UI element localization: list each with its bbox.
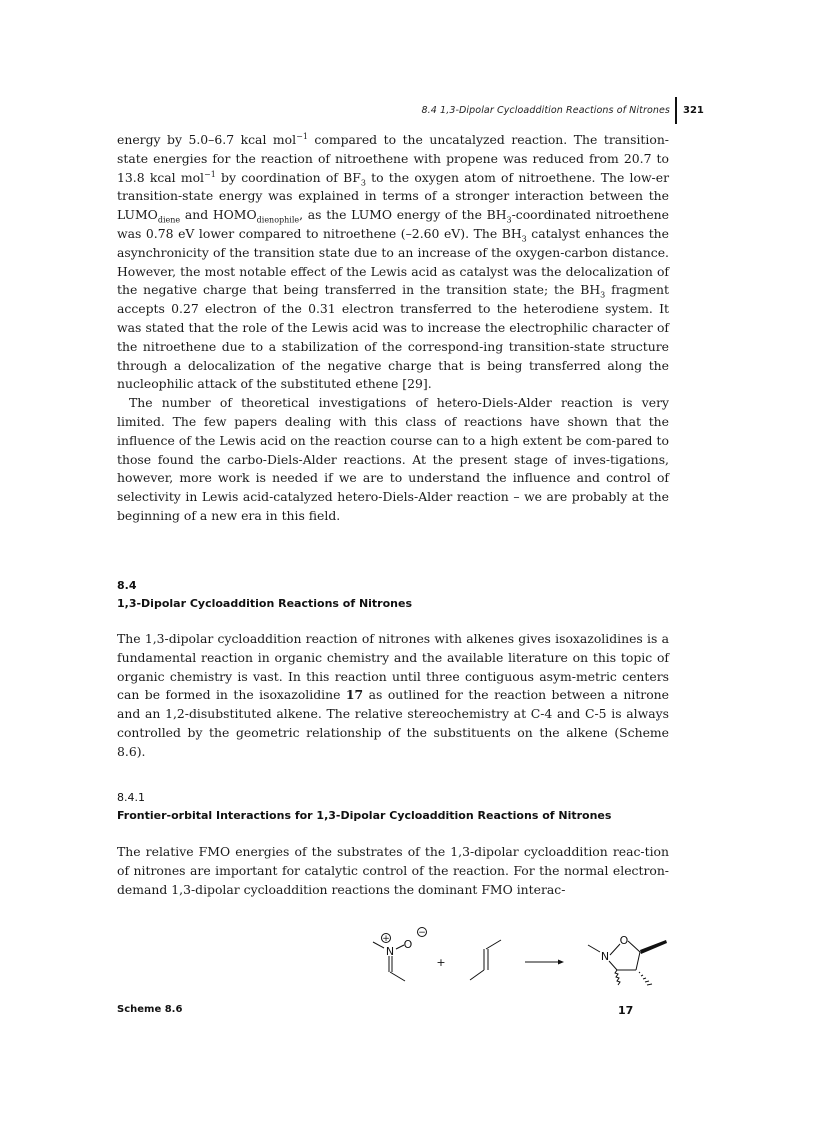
alkene-methyl-bond-2 (486, 940, 501, 949)
ring-c3-n-bond (609, 961, 617, 970)
ring-o-c5-bond (628, 941, 640, 952)
plus-sign: + (436, 956, 446, 969)
paragraph-4: The relative FMO energies of the substrates of the 1,3-dipolar cycloaddition reac-tion of nitrones are important for catalytic control of the reaction. For the normal electron-demand 1,3-dipolar cycloaddition reactions the dominant FMO interac- (117, 844, 669, 897)
nitrone-atom-o: O (403, 938, 413, 951)
paragraph-1: energy by 5.0–6.7 kcal mol$^{-1}$ compared to the uncatalyzed reaction. The transition-state energies for the reaction of nitroethene with propene was reduced from 20.7 to 13.8 kcal mol$^{-1}$ by coordination of $BF_3$ to the oxygen atom of nitroethene. The low-er transition-state energy was explained in terms of a stronger interaction between the $LUMO_{diene}$ and $HOMO_{dienophile}$, as the LUMO energy of the $BH_3$-coordinated nitroethene was 0.78 eV lower compared to nitroethene (–2.60 eV). The $BH_3$ catalyst enhances the asynchronicity of the transition state due to an increase of the oxygen-carbon distance. However, the most notable effect of the Lewis acid as catalyst was the delocalization of the negative charge that being transferred in the transition state; the $BH_3$ fragment accepts 0.27 electron of the 0.31 electron transferred to the heterodiene system. It was stated that the role of the Lewis acid was to increase the electrophilic character of the nitroethene due to a stabilization of the correspond-ing transition-state structure through a delocalization of the negative charge that is being transferred along the nucleophilic attack of the substituted ethene [29]. The number of theoretical investigations of hetero-Diels-Alder reaction is very limited. The few papers dealing with this class of reactions have shown that the influence of the Lewis acid on the reaction course can to a high extent be com-pared to those found the carbo-Diels-Alder reactions. At the present stage of inves-tigations, however, more work is needed if we are to understand the influence and control of selectivity in Lewis acid-catalyzed hetero-Diels-Alder reaction – we are probably at the beginning of a new era in this field. (117, 131, 669, 526)
product-atom-n: N (600, 950, 610, 963)
running-head (0, 104, 816, 124)
page-number: 321 (683, 105, 704, 116)
scheme-8-6-figure (360, 915, 680, 1000)
nitrone-ch-bond (390, 972, 405, 981)
wedge-bond (640, 940, 667, 954)
product-methyl-bond (588, 945, 600, 952)
scheme-caption: Scheme 8.6 (117, 1004, 183, 1015)
wavy-bond (615, 970, 620, 985)
section-heading-8-4 (117, 577, 412, 613)
compound-label: 17 (618, 1004, 634, 1017)
charge-minus: − (418, 928, 426, 938)
ring-c5-c4-bond (636, 952, 640, 970)
running-head-title: 8.4 1,3-Dipolar Cycloaddition Reactions of Nitrones (421, 105, 670, 116)
product-atom-o: O (619, 934, 629, 947)
alkene-methyl-bond (470, 970, 484, 980)
compound-ref: 17 (345, 687, 364, 703)
charge-plus: + (382, 934, 390, 944)
running-head-rule (675, 97, 677, 124)
ring-n-o-bond (610, 944, 620, 955)
paragraph-2: The number of theoretical investigations of hetero-Diels-Alder reaction is very limited. The few papers dealing with this class of reactions have shown that the influence of the Lewis acid on the reaction course can to a high extent be com-pared to those found the carbo-Diels-Alder reactions. At the present stage of inves-tigations, however, more work is needed if we are to understand the influence and control of selectivity in Lewis acid-catalyzed hetero-Diels-Alder reaction – we are probably at the beginning of a new era in this field. (117, 395, 669, 523)
section-number: 8.4 (117, 579, 137, 592)
nitrone-atom-n: N (385, 945, 395, 958)
section-heading-8-4-1 (117, 789, 611, 825)
subsection-number: 8.4.1 (117, 791, 145, 804)
paragraph-3: The 1,3-dipolar cycloaddition reaction of nitrones with alkenes gives isoxazolidines is a fundamental reaction in organic chemistry and the available literature on this topic of organic chemistry is vast. In this reaction until three contiguous asym-metric centers can be formed in the isoxazolidine 17 as outlined for the reaction between a nitrone and an 1,2-disubstituted alkene. The relative stereochemistry at C-4 and C-5 is always controlled by the geometric relationship of the substituents on the alkene (Scheme 8.6). (117, 631, 669, 759)
section-title: 1,3-Dipolar Cycloaddition Reactions of Nitrones (117, 597, 413, 610)
hash-bond (639, 972, 652, 985)
subsection-title: Frontier-orbital Interactions for 1,3-Dipolar Cycloaddition Reactions of Nitrones (117, 809, 612, 822)
arrow-head (558, 960, 564, 965)
